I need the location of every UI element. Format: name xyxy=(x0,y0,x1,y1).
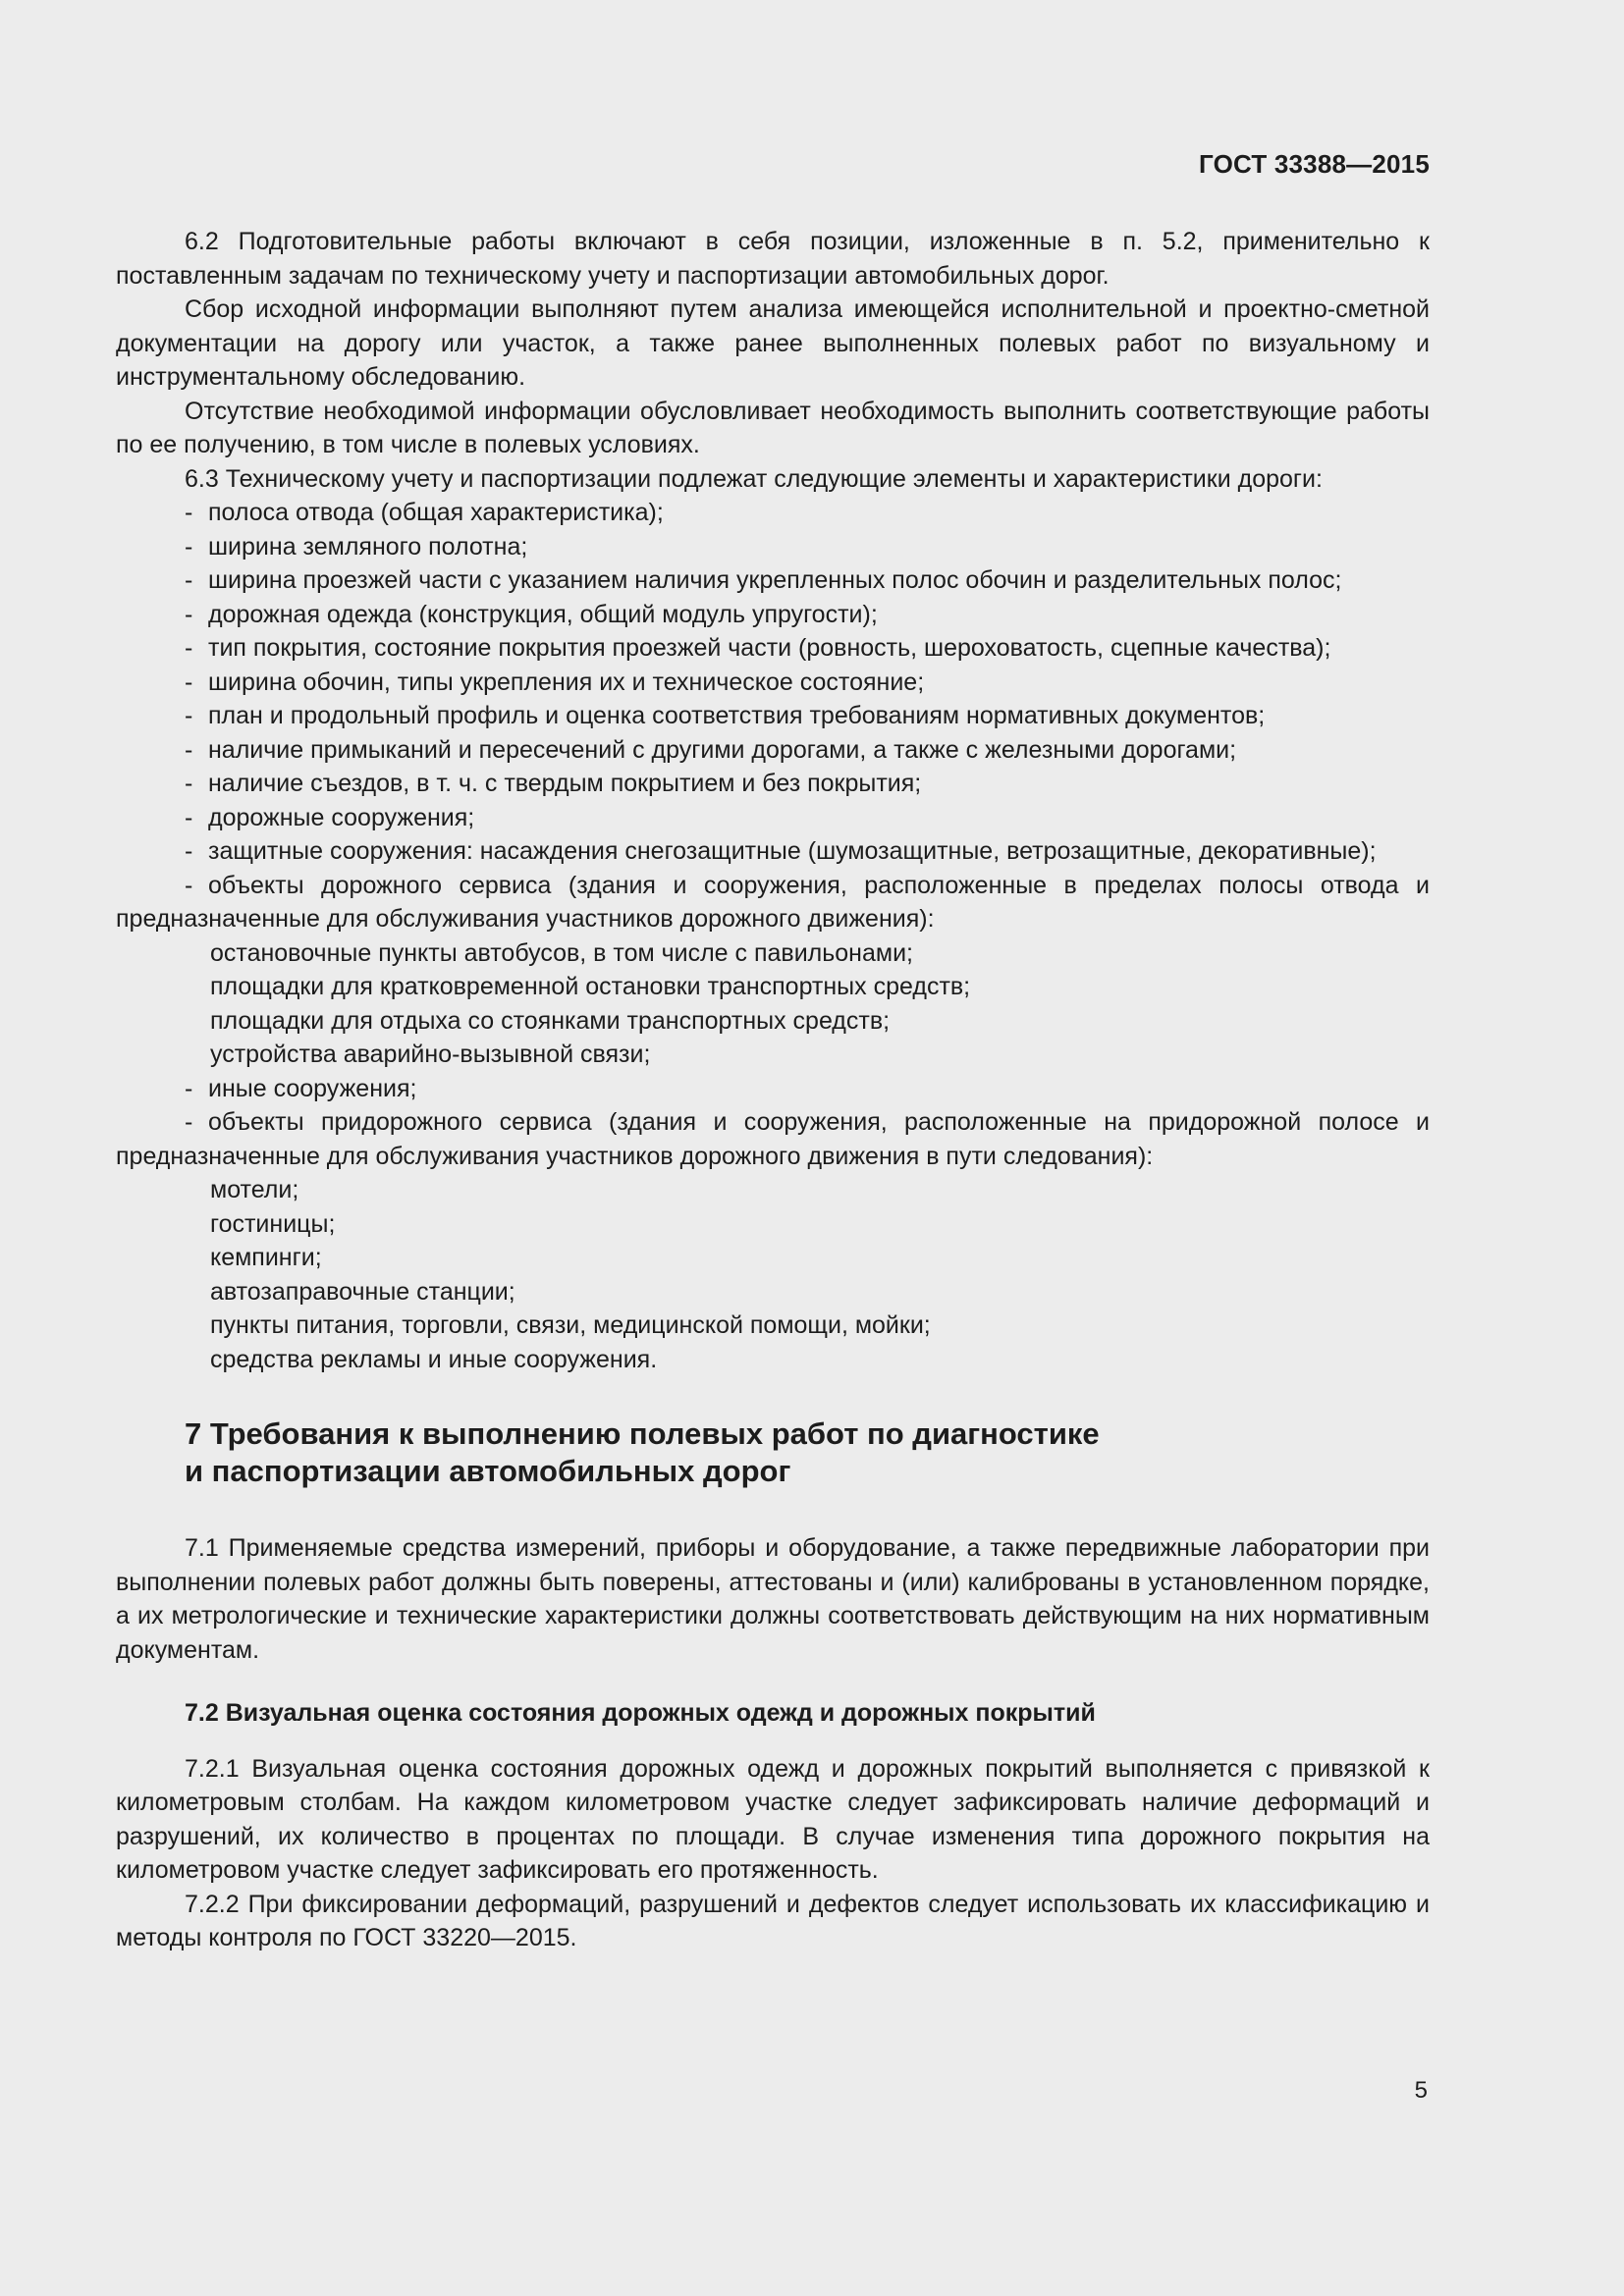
list-item: - наличие примыканий и пересечений с другими дорогами, а также с железными дорогами; xyxy=(185,735,1237,764)
paragraph-absence-info: Отсутствие необходимой информации обусловливает необходимость выполнить соответствующие работы по ее получению, в том числе в полевых условиях. xyxy=(116,397,1430,458)
page-content xyxy=(116,225,1430,1955)
sub-list-item: средства рекламы и иные сооружения. xyxy=(210,1345,658,1373)
section-7-heading-line: 7 Требования к выполнению полевых работ по диагностике xyxy=(185,1416,1100,1451)
paragraph-source-info: Сбор исходной информации выполняют путем анализа имеющейся исполнительной и проектно-сметной документации на дорогу или участок, а также ранее выполненных полевых работ по визуальному и инструментальному обследованию. xyxy=(116,295,1430,391)
sub-list-item: автозаправочные станции; xyxy=(210,1277,515,1306)
list-item: - дорожная одежда (конструкция, общий модуль упругости); xyxy=(185,600,878,628)
list-item: - ширина проезжей части с указанием наличия укрепленных полос обочин и разделительных полос; xyxy=(185,566,1342,594)
paragraph-6-3: 6.3 Техническому учету и паспортизации подлежат следующие элементы и характеристики дороги: xyxy=(185,464,1323,493)
list-item: - тип покрытия, состояние покрытия проезжей части (ровность, шероховатость, сцепные качества); xyxy=(185,634,1331,662)
paragraph-6-2: 6.2 Подготовительные работы включают в себя позиции, изложенные в п. 5.2, применительно к поставленным задачам по техническому учету и паспортизации автомобильных дорог. xyxy=(116,228,1430,290)
sub-list-item: гостиницы; xyxy=(210,1209,336,1238)
subsection-7-2-heading: 7.2 Визуальная оценка состояния дорожных одежд и дорожных покрытий xyxy=(185,1699,1096,1727)
list-item: - защитные сооружения: насаждения снегозащитные (шумозащитные, ветрозащитные, декоративные); xyxy=(185,837,1377,865)
sub-list-item: кемпинги; xyxy=(210,1244,322,1271)
list-item: - объекты дорожного сервиса (здания и сооружения, расположенные в пределах полосы отвода и предназначенные для обслуживания участников дорожного движения): xyxy=(116,871,1430,933)
list-item: - наличие съездов, в т. ч. с твердым покрытием и без покрытия; xyxy=(185,770,922,797)
list-item: - ширина обочин, типы укрепления их и техническое состояние; xyxy=(185,667,925,696)
document-code: ГОСТ 33388—2015 xyxy=(1199,149,1430,179)
section-7-heading-line: и паспортизации автомобильных дорог xyxy=(185,1454,791,1488)
sub-list-item: остановочные пункты автобусов, в том числе с павильонами; xyxy=(210,938,913,967)
list-item: - план и продольный профиль и оценка соответствия требованиям нормативных документов; xyxy=(185,702,1266,729)
list-item: - объекты придорожного сервиса (здания и сооружения, расположенные на придорожной полосе и предназначенные для обслуживания участников дорожного движения в пути следования): xyxy=(116,1108,1430,1170)
list-item: - иные сооружения; xyxy=(185,1074,417,1102)
section-7-heading xyxy=(116,1415,1430,1490)
list-item: - дорожные сооружения; xyxy=(185,803,475,831)
paragraph-7-2-1: 7.2.1 Визуальная оценка состояния дорожных одежд и дорожных покрытий выполняется с привязкой к километровым столбам. На каждом километровом участке следует зафиксировать наличие деформаций и разрушений, их количество в процентах по площади. В случае изменения типа дорожного покрытия на километровом участке следует зафиксировать его протяженность. xyxy=(116,1754,1430,1884)
paragraph-7-1: 7.1 Применяемые средства измерений, приборы и оборудование, а также передвижные лаборатории при выполнении полевых работ должны быть поверены, аттестованы и (или) калиброваны в установленном порядке, а их метрологические и технические характеристики должны соответствовать действующим на них нормативным документам. xyxy=(116,1534,1430,1664)
sub-list-item: мотели; xyxy=(210,1176,299,1203)
sub-list-item: площадки для кратковременной остановки транспортных средств; xyxy=(210,973,971,1000)
page-number: 5 xyxy=(1414,2077,1428,2104)
paragraph-7-2-2: 7.2.2 При фиксировании деформаций, разрушений и дефектов следует использовать их классификацию и методы контроля по ГОСТ 33220—2015. xyxy=(116,1890,1430,1951)
list-item: - ширина земляного полотна; xyxy=(185,532,528,561)
sub-list-item: пункты питания, торговли, связи, медицинской помощи, мойки; xyxy=(210,1311,931,1339)
sub-list-item: площадки для отдыха со стоянками транспортных средств; xyxy=(210,1006,891,1035)
sub-list-item: устройства аварийно-вызывной связи; xyxy=(210,1041,651,1068)
list-item: - полоса отвода (общая характеристика); xyxy=(185,499,664,526)
